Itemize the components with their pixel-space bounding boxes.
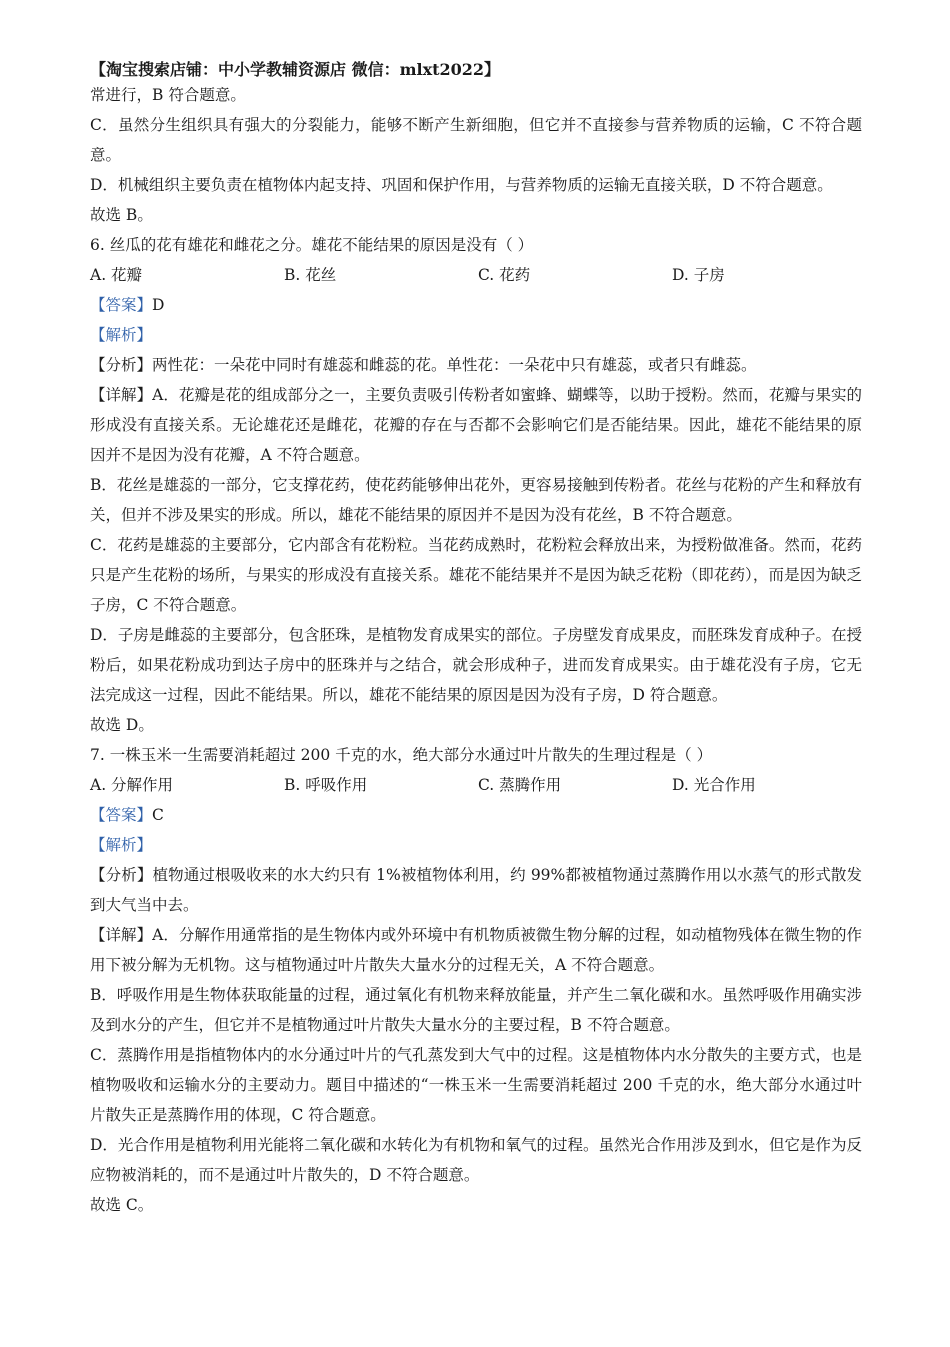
question-6: 6. 丝瓜的花有雄花和雌花之分。雄花不能结果的原因是没有（ ） bbox=[90, 236, 534, 254]
option-d: D. 光合作用 bbox=[672, 776, 756, 794]
answer-line bbox=[90, 800, 862, 830]
paragraph: C．花药是雄蕊的主要部分，它内部含有花粉粒。当花药成熟时，花粉粒会释放出来，为授粉做准备。然而，花药只是产生花粉的场所，与果实的形成没有直接关系。雄花不能结果并不是因为缺乏花粉（即花药），而是因为缺乏子房，C 不符合题意。 bbox=[90, 536, 862, 614]
option-c: C. 蒸腾作用 bbox=[478, 776, 562, 794]
paragraph: 故选 B。 bbox=[90, 206, 153, 224]
paragraph: 故选 D。 bbox=[90, 716, 154, 734]
paragraph: 常进行，B 符合题意。 bbox=[90, 86, 246, 104]
answer-value: C bbox=[152, 806, 164, 824]
paragraph: B．呼吸作用是生物体获取能量的过程，通过氧化有机物来释放能量，并产生二氧化碳和水。虽然呼吸作用确实涉及到水分的产生，但它并不是植物通过叶片散失大量水分的主要过程，B 不符合题意。 bbox=[90, 986, 862, 1034]
option-d: D. 子房 bbox=[672, 266, 725, 284]
shop-header: 【淘宝搜索店铺：中小学教辅资源店 微信：mlxt2022】 bbox=[90, 60, 501, 79]
paragraph: D．光合作用是植物利用光能将二氧化碳和水转化为有机物和氧气的过程。虽然光合作用涉及到水，但它是作为反应物被消耗的，而不是通过叶片散失的，D 不符合题意。 bbox=[90, 1136, 862, 1184]
option-b: B. 呼吸作用 bbox=[284, 776, 368, 794]
option-a: A. 花瓣 bbox=[90, 266, 143, 284]
document-page bbox=[90, 58, 862, 1220]
option-c: C. 花药 bbox=[478, 266, 531, 284]
paragraph: 【分析】两性花：一朵花中同时有雄蕊和雌蕊的花。单性花：一朵花中只有雄蕊，或者只有雌蕊。 bbox=[90, 356, 757, 374]
analysis-label: 【解析】 bbox=[90, 326, 153, 344]
paragraph: C．蒸腾作用是指植物体内的水分通过叶片的气孔蒸发到大气中的过程。这是植物体内水分散失的主要方式，也是植物吸收和运输水分的主要动力。题目中描述的“一株玉米一生需要消耗超过 200 千克的水，绝大部分水通过叶片散失正是蒸腾作用的体现，C 符合题意。 bbox=[90, 1046, 862, 1124]
answer-line bbox=[90, 290, 862, 320]
paragraph: 故选 C。 bbox=[90, 1196, 154, 1214]
answer-label: 【答案】 bbox=[90, 806, 153, 824]
option-b: B. 花丝 bbox=[284, 266, 337, 284]
paragraph: 【详解】A．分解作用通常指的是生物体内或外环境中有机物质被微生物分解的过程，如动植物残体在微生物的作用下被分解为无机物。这与植物通过叶片散失大量水分的过程无关，A 不符合题意。 bbox=[90, 926, 862, 974]
paragraph: D．子房是雌蕊的主要部分，包含胚珠，是植物发育成果实的部位。子房壁发育成果皮，而胚珠发育成种子。在授粉后，如果花粉成功到达子房中的胚珠并与之结合，就会形成种子，进而发育成果实。由于雄花没有子房，它无法完成这一过程，因此不能结果。所以，雄花不能结果的原因是因为没有子房，D 符合题意。 bbox=[90, 626, 862, 704]
paragraph: B．花丝是雄蕊的一部分，它支撑花药，使花药能够伸出花外，更容易接触到传粉者。花丝与花粉的产生和释放有关，但并不涉及果实的形成。所以，雄花不能结果的原因并不是因为没有花丝，B 不符合题意。 bbox=[90, 476, 862, 524]
answer-label: 【答案】 bbox=[90, 296, 153, 314]
paragraph: 【分析】植物通过根吸收来的水大约只有 1%被植物体利用，约 99%都被植物通过蒸腾作用以水蒸气的形式散发到大气当中去。 bbox=[90, 866, 862, 914]
question-6-options bbox=[90, 260, 862, 290]
analysis-label: 【解析】 bbox=[90, 836, 153, 854]
question-7: 7. 一株玉米一生需要消耗超过 200 千克的水，绝大部分水通过叶片散失的生理过程是（ ） bbox=[90, 746, 713, 764]
paragraph: D．机械组织主要负责在植物体内起支持、巩固和保护作用，与营养物质的运输无直接关联，D 不符合题意。 bbox=[90, 176, 833, 194]
paragraph: C．虽然分生组织具有强大的分裂能力，能够不断产生新细胞，但它并不直接参与营养物质的运输，C 不符合题意。 bbox=[90, 116, 862, 164]
answer-value: D bbox=[152, 296, 165, 314]
question-7-options bbox=[90, 770, 862, 800]
option-a: A. 分解作用 bbox=[90, 776, 174, 794]
paragraph: 【详解】A．花瓣是花的组成部分之一，主要负责吸引传粉者如蜜蜂、蝴蝶等，以助于授粉。然而，花瓣与果实的形成没有直接关系。无论雄花还是雌花，花瓣的存在与否都不会影响它们是否能结果。因此，雄花不能结果的原因并不是因为没有花瓣，A 不符合题意。 bbox=[90, 386, 862, 464]
